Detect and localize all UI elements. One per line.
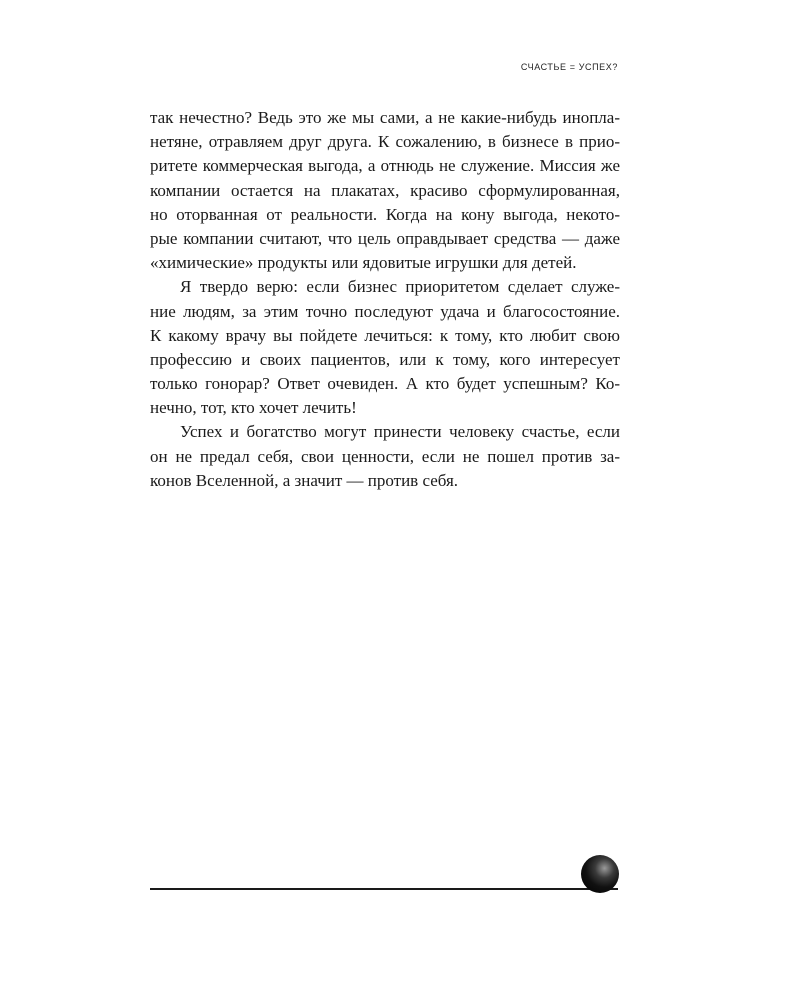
text-line: компании остается на плакатах, красиво сформулированная, — [150, 180, 620, 200]
text-line: Успех и богатство могут принести человеку счастье, если — [180, 422, 620, 442]
text-line: но оторванная от реальности. Когда на кону выгода, некото- — [150, 204, 620, 224]
text-line: ритете коммерческая выгода, а отнюдь не служение. Миссия же — [150, 156, 620, 176]
text-line: Я твердо верю: если бизнес приоритетом сделает служе- — [180, 277, 620, 297]
body-text — [150, 106, 620, 493]
text-line: так нечестно? Ведь это же мы сами, а не какие-нибудь инопла- — [150, 108, 620, 127]
text-line: К какому врачу вы пойдете лечиться: к тому, кто любит свою — [150, 325, 620, 345]
text-line: нетяне, отравляем друг друга. К сожалению, в бизнесе в прио- — [150, 132, 620, 152]
text-line: «химические» продукты или ядовитые игрушки для детей. — [150, 253, 577, 273]
footer-rule — [150, 888, 618, 890]
text-line: конов Вселенной, а значит — против себя. — [150, 470, 459, 490]
text-line: ние людям, за этим точно последуют удача и благосостояние. — [150, 301, 620, 321]
running-header: СЧАСТЬЕ = УСПЕХ? — [520, 62, 618, 72]
text-line: только гонорар? Ответ очевиден. А кто будет успешным? Ко- — [150, 374, 620, 394]
text-line: профессию и своих пациентов, или к тому, кого интересует — [150, 349, 620, 369]
text-line: нечно, тот, кто хочет лечить! — [150, 398, 357, 418]
text-line: рые компании считают, что цель оправдывает средства — даже — [150, 228, 620, 248]
page-marker-ball-icon — [581, 855, 619, 893]
text-line: он не предал себя, свои ценности, если не пошел против за- — [150, 446, 620, 466]
